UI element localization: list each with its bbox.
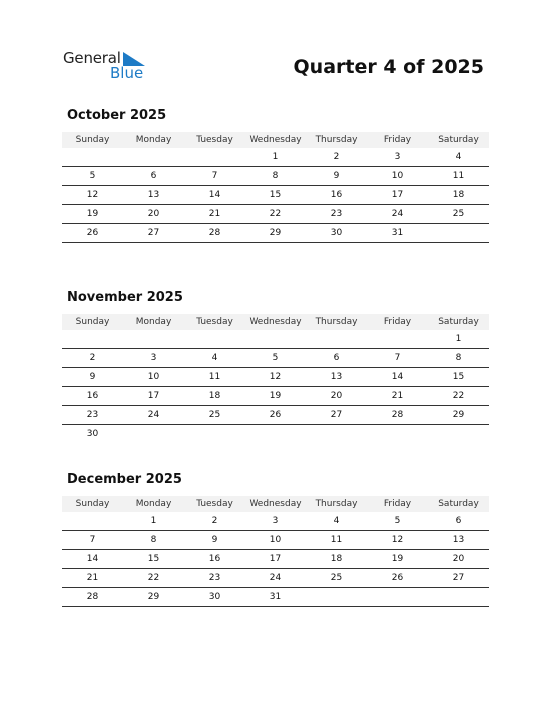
day-cell: 27 [123,224,184,243]
day-cell [184,148,245,167]
day-cell [428,425,489,444]
calendar-table [62,496,489,607]
day-cell: 15 [245,186,306,205]
day-cell: 21 [184,205,245,224]
month-december [62,472,489,607]
day-cell: 13 [306,368,367,387]
day-cell: 17 [123,387,184,406]
day-cell [62,512,123,531]
day-cell: 4 [306,512,367,531]
day-cell: 4 [184,349,245,368]
day-cell [428,588,489,607]
day-cell: 20 [428,550,489,569]
weekday-header: Wednesday [245,314,306,330]
day-cell: 26 [367,569,428,588]
day-cell [306,588,367,607]
day-cell: 12 [62,186,123,205]
day-cell: 26 [245,406,306,425]
logo-text-general: General [63,49,121,67]
day-cell: 8 [245,167,306,186]
day-cell: 10 [123,368,184,387]
day-cell: 24 [367,205,428,224]
weekday-header: Sunday [62,314,123,330]
day-cell: 21 [62,569,123,588]
month-november [62,290,489,443]
day-cell: 9 [62,368,123,387]
day-cell: 19 [367,550,428,569]
day-cell [123,425,184,444]
week-row [62,167,489,186]
day-cell: 9 [184,531,245,550]
day-cell: 17 [245,550,306,569]
day-cell [367,588,428,607]
day-cell: 19 [245,387,306,406]
weekday-header: Tuesday [184,496,245,512]
week-row [62,512,489,531]
day-cell: 12 [245,368,306,387]
day-cell: 18 [306,550,367,569]
day-cell: 28 [367,406,428,425]
day-cell [184,330,245,349]
day-cell: 23 [306,205,367,224]
day-cell: 18 [428,186,489,205]
day-cell: 28 [62,588,123,607]
day-cell: 25 [184,406,245,425]
week-row [62,531,489,550]
weekday-header: Monday [123,496,184,512]
weekday-header: Saturday [428,496,489,512]
weekday-header: Thursday [306,314,367,330]
day-cell: 16 [62,387,123,406]
day-cell: 25 [306,569,367,588]
weekday-header: Monday [123,314,184,330]
day-cell: 24 [245,569,306,588]
week-row [62,186,489,205]
day-cell: 8 [428,349,489,368]
week-row [62,368,489,387]
weekday-header: Friday [367,132,428,148]
day-cell: 31 [367,224,428,243]
day-cell: 30 [306,224,367,243]
day-cell [123,148,184,167]
day-cell: 31 [245,588,306,607]
day-cell: 3 [123,349,184,368]
day-cell: 22 [123,569,184,588]
day-cell: 5 [245,349,306,368]
month-title: November 2025 [67,290,183,305]
weekday-header: Monday [123,132,184,148]
day-cell: 20 [123,205,184,224]
day-cell: 16 [184,550,245,569]
day-cell [245,330,306,349]
day-cell: 13 [428,531,489,550]
week-row [62,224,489,243]
weekday-header: Wednesday [245,132,306,148]
day-cell: 7 [367,349,428,368]
day-cell: 2 [62,349,123,368]
day-cell: 13 [123,186,184,205]
day-cell: 30 [184,588,245,607]
day-cell: 14 [184,186,245,205]
day-cell: 2 [184,512,245,531]
day-cell: 7 [184,167,245,186]
day-cell: 27 [306,406,367,425]
day-cell: 11 [306,531,367,550]
day-cell: 2 [306,148,367,167]
day-cell: 1 [245,148,306,167]
day-cell: 3 [245,512,306,531]
day-cell [428,224,489,243]
day-cell: 18 [184,387,245,406]
day-cell [306,425,367,444]
day-cell: 16 [306,186,367,205]
weekday-header: Friday [367,314,428,330]
week-row [62,588,489,607]
day-cell: 25 [428,205,489,224]
weekday-header: Sunday [62,496,123,512]
weekday-header: Wednesday [245,496,306,512]
day-cell: 5 [62,167,123,186]
day-cell: 5 [367,512,428,531]
month-october [62,108,489,243]
day-cell: 10 [367,167,428,186]
week-row [62,406,489,425]
weekday-header: Sunday [62,132,123,148]
month-title: December 2025 [67,472,182,487]
day-cell: 20 [306,387,367,406]
weekday-header-row [62,314,489,330]
weekday-header: Tuesday [184,314,245,330]
logo-text-blue: Blue [110,64,144,82]
day-cell: 1 [428,330,489,349]
day-cell: 8 [123,531,184,550]
day-cell [367,425,428,444]
day-cell: 24 [123,406,184,425]
day-cell: 29 [428,406,489,425]
weekday-header: Saturday [428,132,489,148]
day-cell: 6 [306,349,367,368]
day-cell: 15 [428,368,489,387]
day-cell [245,425,306,444]
page-title: Quarter 4 of 2025 [293,56,484,78]
week-row [62,425,489,444]
week-row [62,387,489,406]
weekday-header-row [62,496,489,512]
day-cell: 27 [428,569,489,588]
day-cell: 23 [184,569,245,588]
day-cell: 11 [184,368,245,387]
day-cell: 6 [428,512,489,531]
day-cell: 14 [367,368,428,387]
day-cell: 22 [245,205,306,224]
day-cell: 7 [62,531,123,550]
day-cell: 6 [123,167,184,186]
day-cell: 14 [62,550,123,569]
day-cell [123,330,184,349]
weekday-header-row [62,132,489,148]
day-cell: 22 [428,387,489,406]
week-row [62,349,489,368]
day-cell: 29 [245,224,306,243]
day-cell: 26 [62,224,123,243]
month-title: October 2025 [67,108,167,123]
day-cell [62,330,123,349]
day-cell: 3 [367,148,428,167]
day-cell: 28 [184,224,245,243]
day-cell [367,330,428,349]
day-cell: 19 [62,205,123,224]
day-cell: 23 [62,406,123,425]
weekday-header: Saturday [428,314,489,330]
day-cell: 1 [123,512,184,531]
day-cell [62,148,123,167]
day-cell [184,425,245,444]
day-cell: 15 [123,550,184,569]
day-cell: 10 [245,531,306,550]
calendar-table [62,314,489,443]
week-row [62,569,489,588]
day-cell: 17 [367,186,428,205]
week-row [62,205,489,224]
calendar-table [62,132,489,243]
weekday-header: Thursday [306,496,367,512]
logo [63,49,153,83]
day-cell: 29 [123,588,184,607]
day-cell: 4 [428,148,489,167]
day-cell: 30 [86,429,99,439]
weekday-header: Thursday [306,132,367,148]
weekday-header: Tuesday [184,132,245,148]
day-cell: 21 [367,387,428,406]
day-cell: 11 [428,167,489,186]
week-row [62,148,489,167]
week-row [62,330,489,349]
day-cell: 12 [367,531,428,550]
day-cell [306,330,367,349]
weekday-header: Friday [367,496,428,512]
week-row [62,550,489,569]
day-cell: 9 [306,167,367,186]
